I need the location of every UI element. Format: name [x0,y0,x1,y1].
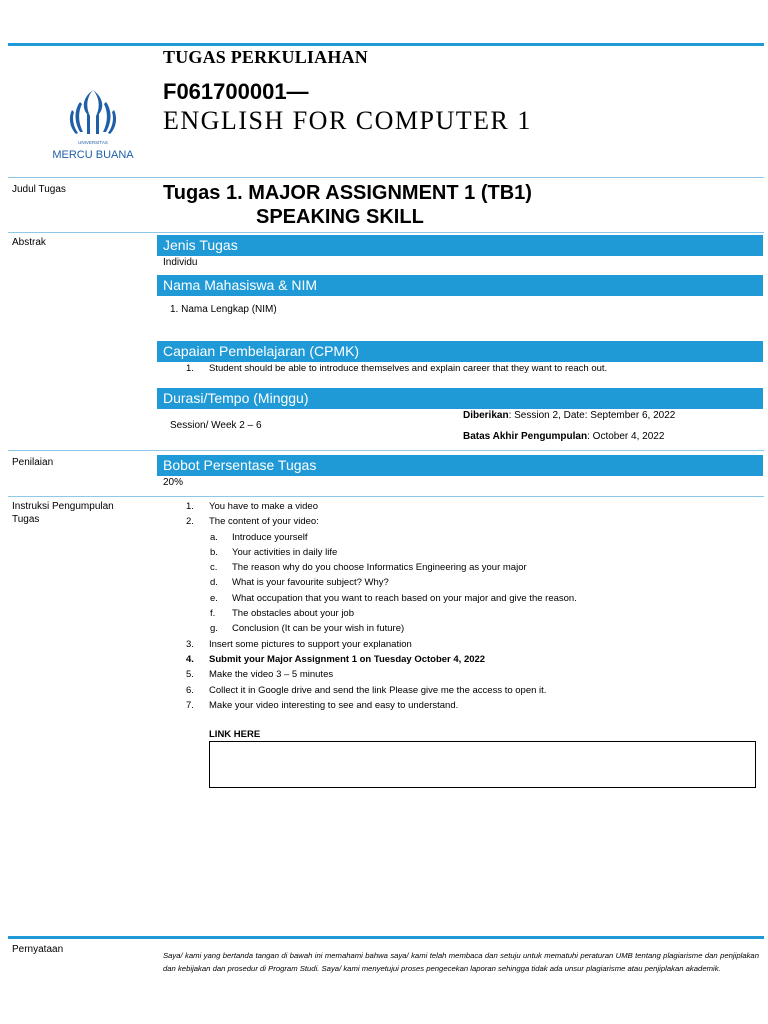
link-input-box[interactable] [209,741,756,788]
link-label: LINK HERE [209,729,261,740]
university-logo [46,86,140,166]
list-item-text: What occupation that you want to reach based on your major and give the reason. [232,592,577,604]
list-item-text: Submit your Major Assignment 1 on Tuesday October 4, 2022 [209,653,486,665]
nama-mahasiswa-value: 1. Nama Lengkap (NIM) [170,304,277,315]
page-title: TUGAS PERKULIAHAN [163,47,368,67]
list-item-text: Insert some pictures to support your explanation [209,638,412,650]
pernyataan-label: Pernyataan [12,944,64,955]
list-item-number: f. [210,608,216,620]
pernyataan-text: Saya/ kami yang bertanda tangan di bawah ini memahami bahwa saya/ kami telah membaca dan setuju untuk mematuhi peraturan UMB tentang plagiarisme dan penjiplakan dan kebijakan dan prosedur di Program Studi. Saya/ kami menyetujui proses pengecekan laporan sehingga tidak ada unsur plagiarisme atau penjiplakan akademik. [163,951,759,973]
jenis-tugas-value: Individu [163,257,198,268]
penilaian-label: Penilaian [12,457,54,468]
list-item-number: 7. [186,699,194,711]
list-item-text: Your activities in daily life [232,546,338,558]
course-name: ENGLISH FOR COMPUTER 1 [163,106,532,135]
list-item-number: 6. [186,684,194,696]
list-item-text: You have to make a video [209,501,318,512]
course-code: F061700001— [163,79,309,104]
pernyataan-divider [8,936,764,939]
logo-university-line: UNIVERSITAS [78,140,108,145]
list-item-text: Make your video interesting to see and easy to understand. [209,699,459,711]
bobot-header: Bobot Persentase Tugas [157,455,763,476]
diberikan-value: : Session 2, Date: September 6, 2022 [508,410,676,421]
list-item-text: Conclusion (It can be your wish in future) [232,623,405,635]
logo-name: MERCU BUANA [52,149,134,161]
bobot-value: 20% [163,477,184,488]
row-divider [8,496,764,497]
batas-line [463,430,664,443]
list-item-number: c. [210,562,218,574]
instruksi-label-line2: Tugas [12,514,40,525]
list-item-number: e. [210,592,218,604]
list-item-text: The obstacles about your job [232,608,354,620]
list-item-number: 5. [186,669,194,681]
abstrak-label: Abstrak [12,237,46,248]
batas-label: Batas Akhir Pengumpulan [463,431,588,442]
list-item-number: d. [210,577,218,589]
list-item-number: b. [210,546,218,558]
nama-mahasiswa-header: Nama Mahasiswa & NIM [157,275,763,296]
cpmk-value: Student should be able to introduce themselves and explain career that they want to reach out. [209,363,608,374]
list-item-text: The reason why do you choose Informatics Engineering as your major [232,562,527,574]
judul-label: Judul Tugas [12,184,66,195]
list-item-text: The content of your video: [209,516,319,528]
durasi-header: Durasi/Tempo (Minggu) [157,388,763,409]
list-item-text: What is your favourite subject? Why? [232,577,389,589]
top-divider [8,43,764,46]
list-item-text: Introduce yourself [232,531,308,543]
diberikan-line [463,409,675,422]
assignment-subtitle: SPEAKING SKILL [256,206,424,228]
row-divider [8,232,764,233]
list-item-number: 3. [186,638,194,650]
batas-value: : October 4, 2022 [587,431,665,442]
session-value: Session/ Week 2 – 6 [170,420,262,431]
instruksi-label: Instruksi Pengumpulan [12,501,114,512]
list-item-number: 4. [186,653,194,665]
jenis-tugas-header: Jenis Tugas [157,235,763,256]
list-item-number: g. [210,623,218,635]
cpmk-header: Capaian Pembelajaran (CPMK) [157,341,763,362]
assignment-title: Tugas 1. MAJOR ASSIGNMENT 1 (TB1) [163,182,532,204]
list-item-text: Make the video 3 – 5 minutes [209,669,334,681]
list-item-text: Collect it in Google drive and send the link Please give me the access to open it. [209,684,547,696]
list-item-number: 2. [186,516,194,528]
diberikan-label: Diberikan [463,410,509,421]
row-divider [8,450,764,451]
row-divider [8,177,764,178]
list-item-number: a. [210,531,218,543]
cpmk-number: 1. [186,363,194,374]
list-item-number: 1. [186,501,194,512]
